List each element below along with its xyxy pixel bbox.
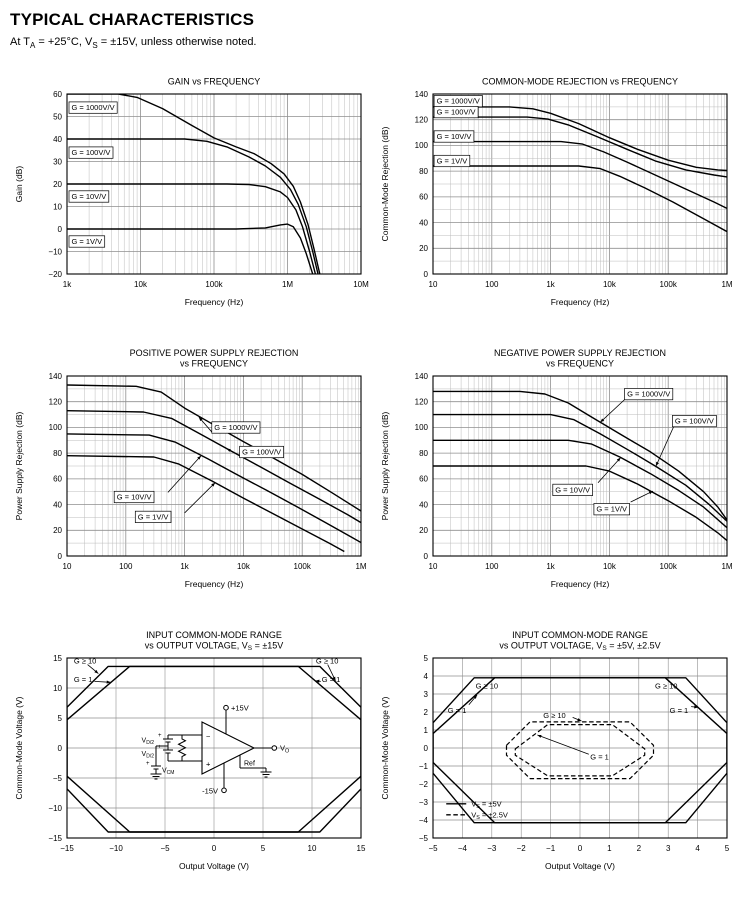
- y-tick-label: 5: [423, 653, 428, 663]
- x-axis-label: Output Voltage (V): [179, 861, 249, 872]
- y-tick-labels: [415, 90, 429, 279]
- y-tick-label: 20: [53, 526, 62, 536]
- annotation: [656, 416, 716, 467]
- series-group: [433, 107, 727, 232]
- x-tick-label: 15: [356, 844, 366, 854]
- annotation: [670, 706, 699, 715]
- y-tick-label: 0: [57, 224, 62, 234]
- annotation: [434, 131, 474, 142]
- y-tick-label: 50: [53, 112, 62, 122]
- chart-title-line: INPUT COMMON-MODE RANGE: [512, 630, 648, 641]
- annotation-label: G = 100V/V: [674, 416, 714, 426]
- chart-cell-gain-vs-frequency: [10, 62, 376, 330]
- y-tick-label: 80: [419, 167, 428, 177]
- chart-title: [168, 77, 261, 87]
- annotation-label: G = 1V/V: [137, 512, 169, 522]
- x-tick-label: −15: [60, 844, 74, 854]
- chart-title-line: NEGATIVE POWER SUPPLY REJECTION: [493, 348, 667, 359]
- y-tick-label: 30: [53, 157, 62, 167]
- y-tick-label: 15: [53, 653, 62, 663]
- x-tick-labels: [60, 844, 366, 853]
- x-tick-label: 5: [724, 844, 730, 854]
- curve-g-1v-v: [433, 466, 727, 541]
- legend-label: $V_S = \pm 5V$: [471, 799, 502, 811]
- x-tick-label: 4: [695, 844, 700, 854]
- x-tick-label: 1M: [281, 280, 294, 290]
- vcm-label: $V_{CM}$: [162, 767, 175, 777]
- annotation-label: G = 1: [590, 752, 609, 762]
- y-tick-label: 10: [53, 202, 62, 212]
- y-axis-label: Power Supply Rejection (dB): [380, 411, 390, 521]
- annotation-label: G = 1000V/V: [71, 103, 115, 113]
- chart-positive-psr-vs-frequency: [10, 344, 376, 612]
- x-tick-label: 100k: [293, 562, 311, 572]
- annotation: [594, 491, 653, 515]
- x-tick-label: 10: [428, 562, 438, 572]
- y-axis-label: Common-Mode Voltage (V): [380, 696, 390, 800]
- x-tick-label: 100k: [659, 280, 677, 290]
- inset-circuit: [142, 704, 290, 796]
- chart-cell-positive-psr-vs-frequency: [10, 344, 376, 612]
- annotation-arrowhead: [537, 735, 541, 738]
- x-axis-label: Frequency (Hz): [184, 579, 244, 590]
- x-tick-label: 1: [607, 844, 612, 854]
- plus-mark: +: [157, 744, 162, 751]
- y-tick-label: 60: [53, 89, 62, 99]
- x-tick-label: 1M: [355, 562, 367, 572]
- curve-g-10v-v: [433, 142, 727, 209]
- legend: [446, 800, 508, 822]
- ref-label: Ref: [244, 760, 255, 768]
- annotation-label: G = 100V/V: [436, 107, 476, 117]
- page-title: TYPICAL CHARACTERISTICS: [10, 10, 255, 29]
- chart-cell-icmr-vs-output-voltage-15v: [10, 626, 376, 894]
- curve-g-1000v-v: [67, 385, 361, 511]
- plus-mark: +: [157, 733, 162, 740]
- page-header: [10, 10, 739, 50]
- x-axis-label: Output Voltage (V): [545, 861, 615, 872]
- x-tick-label: 1M: [721, 280, 733, 290]
- curve-g-1v-v: [67, 456, 344, 552]
- y-tick-labels: [49, 372, 63, 561]
- y-tick-label: 120: [48, 397, 62, 407]
- y-tick-label: −2: [418, 779, 428, 789]
- annotation: [655, 682, 677, 691]
- x-tick-label: 1M: [721, 562, 733, 572]
- annotation-label: G = 1V/V: [71, 237, 103, 247]
- y-tick-label: 140: [48, 371, 62, 381]
- y-tick-label: −3: [418, 797, 428, 807]
- y-tick-label: 40: [419, 500, 428, 510]
- x-tick-label: 10k: [602, 280, 616, 290]
- chart-title-line: vs OUTPUT VOLTAGE, VS = ±5V, ±2.5V: [499, 640, 661, 653]
- curve-g-1v-v: [433, 166, 727, 232]
- x-tick-labels: [63, 562, 367, 571]
- annotation: [74, 657, 99, 674]
- curve-g-1000v-v: [433, 389, 727, 521]
- y-tick-label: 4: [423, 671, 428, 681]
- annotation-label: G = 1V/V: [436, 156, 468, 166]
- x-tick-label: −5: [160, 844, 170, 854]
- y-tick-label: 40: [53, 134, 62, 144]
- annotation-label: G = 10V/V: [116, 492, 152, 502]
- annotation-label: G = 1: [447, 705, 467, 715]
- curve-g-100v-v: [433, 117, 727, 177]
- annotation-label: G = 10V/V: [555, 485, 591, 495]
- y-tick-label: 0: [57, 743, 62, 753]
- page-subtitle: At $T_A = +25^\circ C$, $V_S = \pm 15V$, unless otherwise noted.: [10, 36, 257, 51]
- y-tick-label: −15: [48, 833, 62, 843]
- y-tick-labels: [419, 654, 429, 843]
- op-amp-plus-input: +: [206, 759, 211, 769]
- chart-title-line: COMMON-MODE REJECTION vs FREQUENCY: [481, 76, 679, 87]
- annotation-arrow: [600, 399, 625, 422]
- x-tick-label: 0: [577, 844, 583, 854]
- x-tick-labels: [63, 280, 369, 289]
- chart-icmr-vs-output-voltage-15v: [10, 626, 376, 894]
- plus-mark: +: [145, 761, 150, 768]
- x-tick-label: −10: [109, 844, 123, 854]
- y-tick-labels: [415, 372, 429, 561]
- y-tick-label: 140: [414, 371, 428, 381]
- y-tick-label: 140: [414, 89, 428, 99]
- chart-title-line: vs FREQUENCY: [545, 358, 615, 369]
- x-tick-label: 10: [428, 280, 438, 290]
- curve-g-1v-v: [67, 224, 313, 274]
- chart-cmr-vs-frequency: [376, 62, 742, 330]
- x-tick-label: 100: [119, 562, 133, 572]
- y-tick-label: 100: [414, 141, 428, 151]
- x-tick-label: −2: [516, 844, 526, 854]
- y-axis-label: Gain (dB): [14, 166, 24, 203]
- terminal: [224, 706, 229, 711]
- annotation: [69, 191, 109, 202]
- y-tick-label: −10: [48, 803, 62, 813]
- y-tick-label: 100: [414, 423, 428, 433]
- annotation: [434, 96, 482, 107]
- grid: [433, 94, 727, 274]
- op-amp-minus-input: −: [206, 732, 211, 742]
- x-tick-label: −4: [457, 844, 467, 854]
- chart-cell-negative-psr-vs-frequency: [376, 344, 742, 612]
- y-tick-label: −1: [418, 761, 428, 771]
- y-tick-label: 100: [48, 423, 62, 433]
- x-tick-label: 3: [665, 844, 671, 854]
- annotation-arrow: [656, 426, 674, 466]
- annotation-label: G = 1000V/V: [436, 96, 480, 106]
- y-tick-label: 60: [53, 474, 62, 484]
- x-tick-label: 10: [307, 844, 317, 854]
- annotation-label: G = 1: [73, 675, 93, 685]
- annotation-label: G = 1000V/V: [214, 423, 258, 433]
- annotation: [69, 102, 117, 113]
- annotation-label: G = 100V/V: [71, 148, 111, 158]
- annotation-arrow: [185, 483, 215, 513]
- y-tick-label: 40: [419, 218, 428, 228]
- x-axis-label: Frequency (Hz): [550, 579, 610, 590]
- y-tick-labels: [48, 90, 62, 279]
- x-tick-labels: [429, 280, 733, 289]
- terminal: [272, 746, 277, 751]
- y-axis-label: Common-Mode Rejection (dB): [380, 126, 390, 242]
- annotation: [69, 147, 113, 158]
- x-tick-label: 1k: [62, 280, 72, 290]
- x-tick-label: 5: [260, 844, 266, 854]
- x-tick-label: −1: [546, 844, 556, 854]
- annotation: [543, 711, 581, 721]
- grid: [67, 376, 361, 556]
- chart-negative-psr-vs-frequency: [376, 344, 742, 612]
- chart-title: [494, 348, 666, 369]
- terminal: [222, 788, 227, 793]
- chart-title: [145, 630, 284, 652]
- y-tick-label: 20: [419, 526, 428, 536]
- y-tick-label: 0: [423, 743, 428, 753]
- annotation-arrowhead: [577, 718, 581, 721]
- x-tick-label: 10k: [134, 280, 147, 290]
- y-tick-label: −4: [418, 815, 428, 825]
- annotation-arrow: [537, 735, 588, 754]
- y-tick-labels: [48, 654, 62, 843]
- vout-label: $V_O$: [280, 743, 290, 755]
- annotation: [227, 446, 284, 457]
- chart-icmr-vs-output-voltage-5v: [376, 626, 742, 894]
- annotation-label: G = 10V/V: [436, 132, 472, 142]
- x-axis-label: Frequency (Hz): [184, 297, 244, 308]
- legend-label: $V_S = \pm 2.5V$: [471, 810, 508, 822]
- annotation-label: G = 1000V/V: [627, 389, 671, 399]
- y-tick-label: 0: [423, 269, 428, 279]
- annotation-label: G = 1: [669, 705, 689, 715]
- y-tick-label: 60: [419, 192, 428, 202]
- chart-title-line: vs OUTPUT VOLTAGE, VS = ±15V: [144, 640, 284, 653]
- y-tick-label: 1: [423, 725, 428, 735]
- vplus-label: +15V: [231, 703, 249, 713]
- annotation-arrowhead: [656, 462, 659, 466]
- annotation: [434, 155, 470, 166]
- x-tick-label: −5: [428, 844, 438, 854]
- annotation: [199, 417, 260, 433]
- annotation-label: G = 1V/V: [596, 504, 628, 514]
- y-tick-label: 2: [423, 707, 428, 717]
- x-tick-label: 100k: [205, 280, 223, 290]
- chart-title-line: POSITIVE POWER SUPPLY REJECTION: [129, 348, 299, 359]
- annotation: [315, 675, 340, 684]
- chart-title: [482, 77, 678, 87]
- y-tick-label: 20: [419, 244, 428, 254]
- y-tick-label: −5: [52, 773, 62, 783]
- y-tick-label: −20: [48, 269, 62, 279]
- x-tick-label: 10: [62, 562, 72, 572]
- x-tick-label: 1k: [546, 280, 555, 290]
- x-tick-label: −3: [487, 844, 497, 854]
- x-tick-label: 10M: [353, 280, 369, 290]
- y-tick-label: −10: [48, 247, 62, 257]
- charts-grid: [10, 62, 739, 894]
- y-tick-label: 20: [53, 179, 62, 189]
- y-axis-label: Power Supply Rejection (dB): [14, 411, 24, 521]
- chart-title-line: vs FREQUENCY: [179, 358, 249, 369]
- curve-g-100v-v: [433, 415, 727, 522]
- y-tick-label: 120: [414, 115, 428, 125]
- x-tick-label: 0: [211, 844, 217, 854]
- chart-cell-icmr-vs-output-voltage-5v: [376, 626, 742, 894]
- grid: [67, 658, 361, 838]
- y-tick-label: 3: [423, 689, 428, 699]
- chart-title-line: INPUT COMMON-MODE RANGE: [146, 630, 282, 641]
- annotation-label: G ≥ 10: [543, 711, 566, 721]
- annotation-label: G = 1: [321, 675, 341, 685]
- annotation: [69, 236, 105, 247]
- x-tick-labels: [429, 562, 733, 571]
- y-axis-label: Common-Mode Voltage (V): [14, 696, 24, 800]
- annotation-label: G ≥ 10: [475, 681, 499, 691]
- curve-g-10v-v: [67, 434, 361, 543]
- annotation-label: G ≥ 10: [315, 656, 339, 666]
- y-tick-label: 0: [57, 551, 62, 561]
- x-tick-label: 10k: [236, 562, 250, 572]
- x-tick-label: 1k: [180, 562, 189, 572]
- annotation: [434, 107, 478, 118]
- annotation-label: G ≥ 10: [73, 656, 97, 666]
- x-tick-label: 100k: [659, 562, 677, 572]
- y-tick-label: 5: [57, 713, 62, 723]
- y-tick-label: 80: [53, 449, 62, 459]
- x-tick-label: 10k: [602, 562, 616, 572]
- x-axis-label: Frequency (Hz): [550, 297, 610, 308]
- vd2-label: $V_{D/2}$: [141, 737, 154, 747]
- chart-cell-cmr-vs-frequency: [376, 62, 742, 330]
- y-tick-label: 0: [423, 551, 428, 561]
- chart-title-line: GAIN vs FREQUENCY: [167, 76, 261, 87]
- annotation-label: G = 100V/V: [242, 447, 282, 457]
- series-group: [67, 385, 361, 552]
- x-tick-labels: [428, 844, 729, 853]
- x-tick-label: 100: [485, 280, 499, 290]
- x-tick-label: 1k: [546, 562, 555, 572]
- annotation: [476, 682, 498, 691]
- chart-title: [130, 348, 299, 369]
- x-tick-label: 2: [636, 844, 642, 854]
- y-tick-label: 40: [53, 500, 62, 510]
- y-tick-label: 120: [414, 397, 428, 407]
- annotation-label: G = 10V/V: [71, 192, 107, 202]
- y-tick-label: 10: [53, 683, 62, 693]
- annotation-label: G ≥ 10: [654, 681, 678, 691]
- annotation: [74, 675, 111, 684]
- y-tick-label: 60: [419, 474, 428, 484]
- vd2-label: $V_{D/2}$: [141, 751, 154, 760]
- y-tick-label: 80: [419, 449, 428, 459]
- annotation: [600, 389, 673, 423]
- x-tick-label: 100: [485, 562, 499, 572]
- chart-title: [499, 630, 660, 652]
- annotation: [553, 458, 621, 496]
- y-tick-label: −5: [418, 833, 428, 843]
- chart-gain-vs-frequency: [10, 62, 376, 330]
- vminus-label: -15V: [202, 786, 218, 796]
